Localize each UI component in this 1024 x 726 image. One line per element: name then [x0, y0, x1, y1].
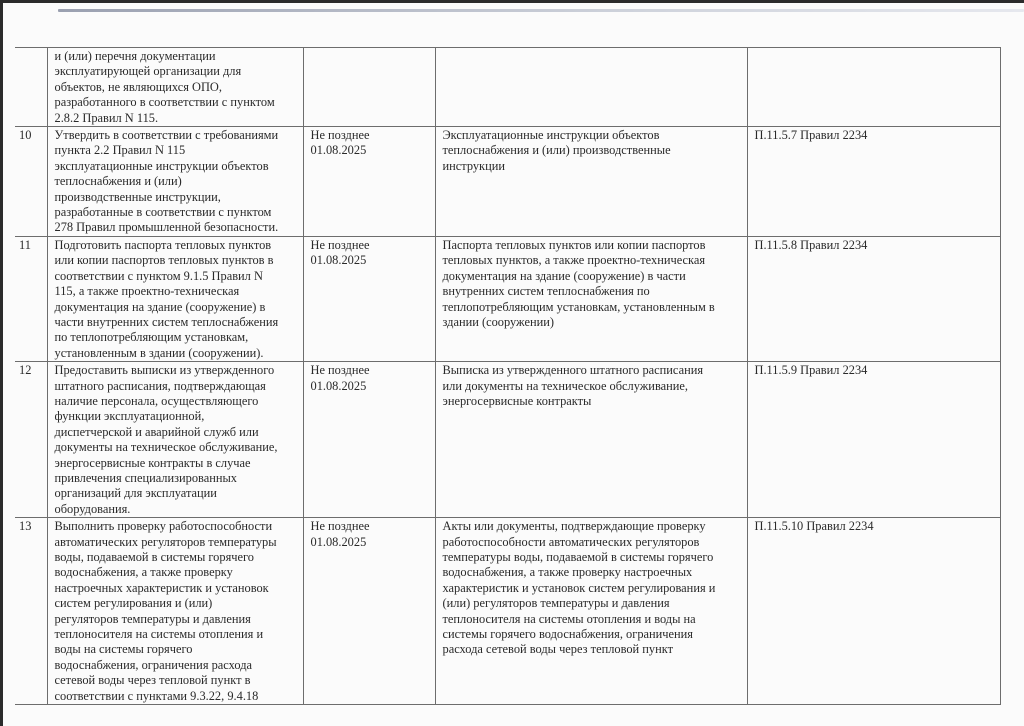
cell-reference — [747, 518, 1000, 705]
cell-documents — [435, 518, 747, 705]
cell-documents — [435, 127, 747, 237]
documents-text-line: характеристик и установок систем регулирования и — [442, 580, 716, 595]
deadline-text-line: Не позднее — [310, 237, 370, 252]
action-text-line: или копии паспортов тепловых пунктов в — [54, 253, 274, 268]
requirements-table — [15, 47, 1001, 705]
documents-text-line: системы горячего водоснабжения, ограничения — [442, 627, 693, 642]
action-text-line: водоснабжения, ограничения расхода — [54, 657, 253, 672]
action-text-line: установленным в здании (сооружении). — [54, 345, 264, 360]
action-text-line: производственные инструкции, — [54, 189, 221, 204]
requirements-table-body — [15, 48, 1000, 705]
documents-text-line: тепловых пунктов, а также проектно-техническая — [442, 253, 706, 268]
action-text-line: документы на техническое обслуживание, — [54, 440, 278, 455]
documents-text-line: здании (сооружении) — [442, 314, 554, 329]
cell-action — [47, 48, 303, 127]
action-text-line: привлечения специализированных — [54, 470, 238, 485]
deadline-text-line: Не позднее — [310, 363, 370, 378]
row-number: 13 — [19, 519, 32, 534]
action-text-line: наличие персонала, осуществляющего — [54, 393, 259, 408]
cell-number — [15, 48, 47, 127]
cell-deadline — [303, 518, 435, 705]
documents-text-line: документация на здание (сооружение) в части — [442, 268, 686, 283]
action-text-line: Подготовить паспорта тепловых пунктов — [54, 237, 272, 252]
action-text-line: по теплопотребляющим установкам, — [54, 330, 249, 345]
cell-number — [15, 362, 47, 518]
action-text-line: диспетчерской и аварийной служб или — [54, 424, 259, 439]
table-row — [15, 362, 1000, 518]
cell-action — [47, 518, 303, 705]
reference-text: П.11.5.9 Правил 2234 — [754, 363, 868, 378]
action-text-line: пункта 2.2 Правил N 115 — [54, 143, 186, 158]
table-row — [15, 48, 1000, 127]
action-text-line: и (или) перечня документации — [54, 49, 216, 63]
action-text-line: воды на системы горячего — [54, 642, 193, 657]
cell-number — [15, 127, 47, 237]
documents-text-line: работоспособности автоматических регуляторов — [442, 534, 700, 549]
documents-text-line: или документы на техническое обслуживание, — [442, 378, 688, 393]
documents-text-line: расхода сетевой воды через тепловой пункт — [442, 642, 673, 657]
cell-reference — [747, 48, 1000, 127]
action-text-line: части внутренних систем теплоснабжения — [54, 314, 279, 329]
cell-deadline — [303, 236, 435, 361]
scan-edge-top — [0, 0, 1024, 3]
action-text-line: водоснабжения, а также проверку — [54, 565, 233, 580]
action-text-line: оборудования. — [54, 501, 131, 516]
action-text-line: воды, подаваемой в системы горячего — [54, 550, 254, 564]
cell-reference — [747, 127, 1000, 237]
cell-deadline — [303, 127, 435, 237]
action-text-line: Утвердить в соответствии с требованиями — [54, 128, 279, 143]
action-text-line: Предоставить выписки из утвержденного — [54, 363, 275, 378]
action-text-line: 278 Правил промышленной безопасности. — [54, 220, 279, 235]
action-text-line: систем регулирования и (или) — [54, 596, 213, 611]
action-text-line: теплоносителя на системы отопления и — [54, 627, 264, 642]
action-text-line: эксплуатационные инструкции объектов — [54, 158, 269, 173]
deadline-text-line: 01.08.2025 — [310, 378, 367, 393]
action-text-line: Выполнить проверку работоспособности — [54, 519, 273, 534]
action-text-line: 2.8.2 Правил N 115. — [54, 110, 159, 125]
action-text-line: сетевой воды через тепловой пункт в — [54, 673, 251, 688]
scan-artifact-line — [58, 9, 1024, 12]
action-text-line: штатного расписания, подтверждающая — [54, 378, 266, 393]
cell-action — [47, 236, 303, 361]
table-row — [15, 236, 1000, 361]
reference-text: П.11.5.10 Правил 2234 — [754, 519, 874, 534]
action-text-line: соответствии с пунктами 9.3.22, 9.4.18 — [54, 688, 259, 703]
cell-action — [47, 127, 303, 237]
action-text-line: разработанные в соответствии с пунктом — [54, 205, 272, 220]
cell-number — [15, 236, 47, 361]
action-text-line: разработанного в соответствии с пунктом — [54, 95, 275, 110]
documents-text-line: энергосервисные контракты — [442, 393, 592, 408]
row-number: 12 — [19, 363, 32, 378]
reference-text: П.11.5.8 Правил 2234 — [754, 237, 868, 252]
action-text-line: документация на здание (сооружение) в — [54, 299, 266, 314]
cell-documents — [435, 236, 747, 361]
documents-text-line: Эксплуатационные инструкции объектов — [442, 128, 660, 143]
cell-action — [47, 362, 303, 518]
documents-text-line: внутренних систем теплоснабжения по — [442, 284, 650, 299]
deadline-text-line: 01.08.2025 — [310, 143, 367, 158]
action-text-line: регуляторов температуры и давления — [54, 611, 251, 626]
documents-text-line: инструкции — [442, 158, 505, 173]
documents-text-line: теплоснабжения и (или) производственные — [442, 143, 671, 158]
documents-text-line: температуры воды, подаваемой в системы горячего — [442, 550, 714, 564]
documents-text-line: Акты или документы, подтверждающие проверку — [442, 519, 706, 534]
action-text-line: энергосервисные контракты в случае — [54, 455, 251, 470]
action-text-line: организаций для эксплуатации — [54, 486, 217, 501]
deadline-text-line: 01.08.2025 — [310, 253, 367, 268]
documents-text-line: теплопотребляющим установкам, установленным в — [442, 299, 715, 314]
action-text-line: настроечных характеристик и установок — [54, 580, 269, 595]
documents-text-line: водоснабжения, а также проверку настроечных — [442, 565, 693, 580]
reference-text: П.11.5.7 Правил 2234 — [754, 128, 868, 143]
table-row — [15, 127, 1000, 237]
scan-edge-left — [0, 0, 3, 726]
cell-reference — [747, 236, 1000, 361]
documents-text-line: Выписка из утвержденного штатного расписания — [442, 363, 704, 378]
action-text-line: эксплуатирующей организации для — [54, 64, 242, 79]
deadline-text-line: 01.08.2025 — [310, 534, 367, 549]
documents-text-line: Паспорта тепловых пунктов или копии паспортов — [442, 237, 706, 252]
cell-documents — [435, 362, 747, 518]
deadline-text-line: Не позднее — [310, 519, 370, 534]
documents-text-line: теплоносителя на системы отопления и воды на — [442, 611, 696, 626]
action-text-line: объектов, не являющихся ОПО, — [54, 79, 222, 94]
action-text-line: соответствии с пунктом 9.1.5 Правил N — [54, 268, 263, 283]
row-number: 10 — [19, 128, 32, 143]
cell-documents — [435, 48, 747, 127]
cell-deadline — [303, 48, 435, 127]
documents-text-line: (или) регуляторов температуры и давления — [442, 596, 670, 611]
row-number: 11 — [19, 237, 31, 252]
action-text-line: теплоснабжения и (или) — [54, 174, 182, 189]
action-text-line: функции эксплуатационной, — [54, 409, 205, 424]
action-text-line: 115, а также проектно-техническая — [54, 284, 240, 299]
action-text-line: автоматических регуляторов температуры — [54, 534, 277, 549]
cell-number — [15, 518, 47, 705]
deadline-text-line: Не позднее — [310, 128, 370, 143]
table-row — [15, 518, 1000, 705]
cell-reference — [747, 362, 1000, 518]
cell-deadline — [303, 362, 435, 518]
